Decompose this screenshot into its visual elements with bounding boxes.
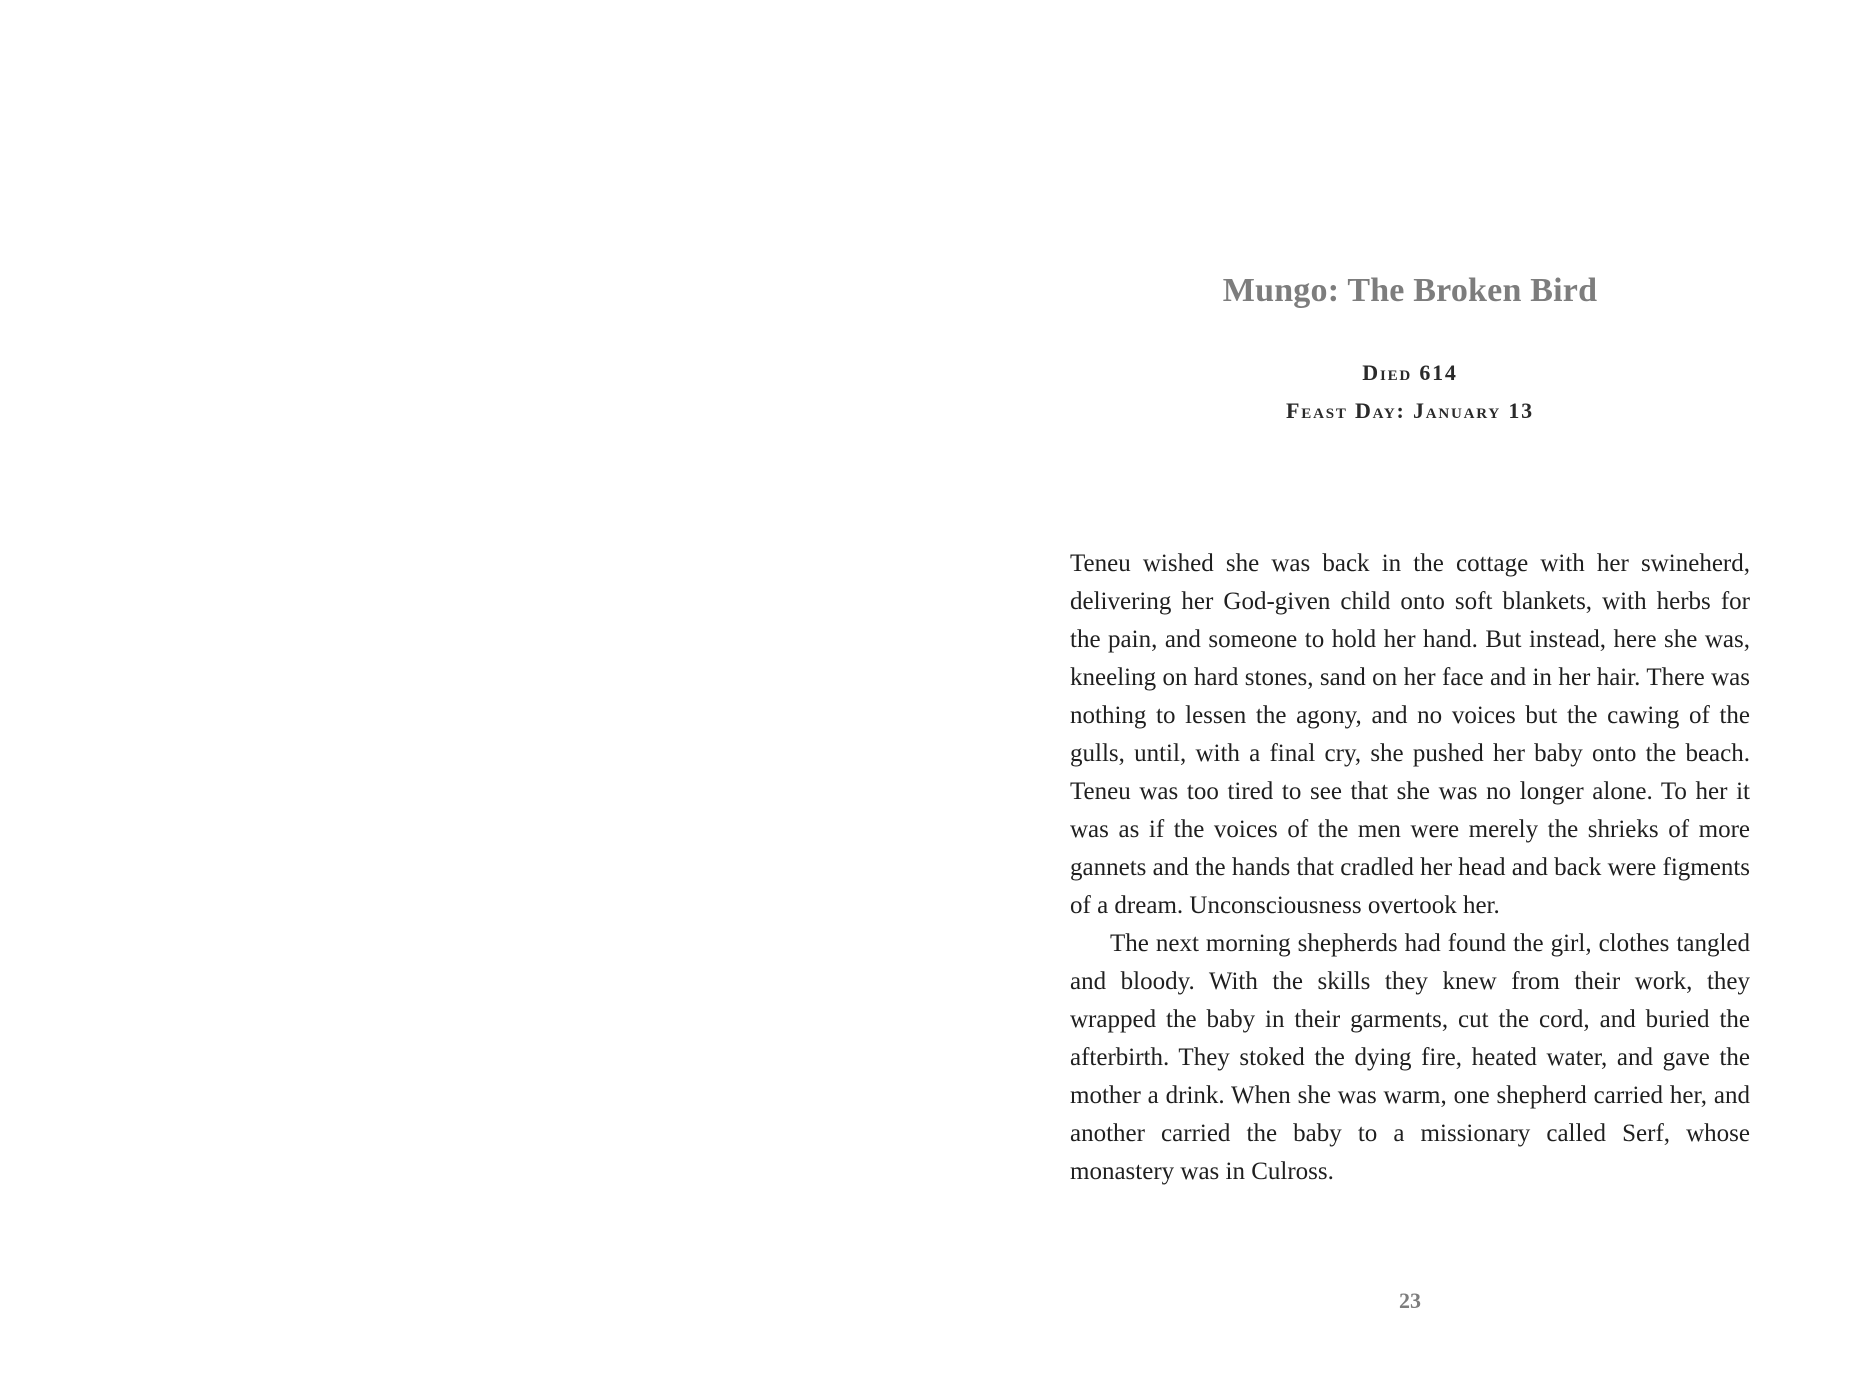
- chapter-body: [1070, 545, 1750, 1191]
- death-year: Died 614: [1362, 360, 1458, 385]
- page-number: 23: [1399, 1288, 1421, 1313]
- chapter-title: Mungo: The Broken Bird: [1222, 272, 1598, 309]
- feast-day: Feast Day: January 13: [1286, 398, 1534, 423]
- paragraph-1: Teneu wished she was back in the cottage with her swineherd, delivering her God-given child onto soft blankets, with herbs for the pain, and someone to hold her hand. But instead, here she was, kneeling on hard stones, sand on her face and in her hair. There was nothing to lessen the agony, and no voices but the cawing of the gulls, until, with a final cry, she pushed her baby onto the beach. Teneu was too tired to see that she was no longer alone. To her it was as if the voices of the men were merely the shrieks of more gannets and the hands that cradled her head and back were figments of a dream. Unconsciousness overtook her.: [1070, 550, 1750, 919]
- paragraph-2: The next morning shepherds had found the girl, clothes tangled and bloody. With the skills they knew from their work, they wrapped the baby in their garments, cut the cord, and buried the afterbirth. They stoked the dying fire, heated water, and gave the mother a drink. When she was warm, one shepherd carried her, and another carried the baby to a missionary called Serf, whose monastery was in Culross.: [1070, 930, 1750, 1185]
